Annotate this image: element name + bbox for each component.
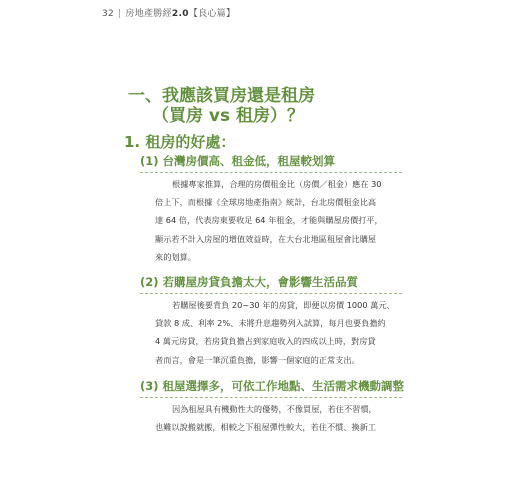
heading-rule-3 <box>140 397 402 398</box>
item-paragraph-1 <box>155 175 405 266</box>
paragraph-line: 倍上下，而根據《全球房地產指南》統計，台北房價租金比高 <box>155 197 377 208</box>
book-title: 房地產勝經 <box>125 9 172 19</box>
book-version: 2.0 <box>171 9 189 19</box>
item-heading-2: (2) 若購屋房貸負擔太大，會影響生活品質 <box>140 275 359 289</box>
paragraph-line: 也難以說搬就搬，相較之下租屋彈性較大，若住不慣、換新工 <box>155 422 377 433</box>
heading-rule-2 <box>140 293 402 294</box>
chapter-subtitle: （買房 vs 租房）？ <box>152 106 305 126</box>
paragraph-line: 者而言，會是一筆沉重負擔，影響一個家庭的正常支出。 <box>155 354 360 365</box>
section-title: 1. 租房的好處： <box>124 133 236 151</box>
paragraph-line: 貸款 8 成、利率 2%、未將升息趨勢列入試算，每月也要負擔約 <box>155 318 386 329</box>
paragraph-line: 4 萬元房貸，若房貸負擔占到家庭收入的四成以上時，對房貸 <box>155 336 376 347</box>
paragraph-line: 顯示若不計入房屋的增值效益時，在大台北地區租屋會比購屋 <box>155 233 377 244</box>
item-paragraph-2 <box>155 296 405 369</box>
item-heading-1: (1) 台灣房價高、租金低，租屋較划算 <box>140 154 336 168</box>
page-number: 32 <box>102 9 115 19</box>
running-header <box>102 6 235 19</box>
paragraph-line: 若購屋後要背負 20~30 年的房貸，即便以房價 1000 萬元、 <box>172 300 395 310</box>
heading-rule-1 <box>140 172 402 173</box>
item-paragraph-3 <box>155 400 405 436</box>
paragraph-line: 達 64 倍，代表房東要收足 64 年租金，才能與購屋房價打平， <box>155 215 383 226</box>
paragraph-line: 因為租屋具有機動性大的優勢，不像買屋，若住不習慣， <box>172 404 377 414</box>
item-heading-3: (3) 租屋選擇多，可依工作地點、生活需求機動調整 <box>140 379 405 393</box>
paragraph-line: 根據專家推算，合理的房價租金比（房價／租金）應在 30 <box>172 179 382 189</box>
chapter-title: 一、我應該買房還是租房 <box>128 86 315 106</box>
header-separator: | <box>118 9 122 19</box>
book-volume: 【良心篇】 <box>188 9 236 19</box>
paragraph-line: 來的划算。 <box>155 251 196 262</box>
